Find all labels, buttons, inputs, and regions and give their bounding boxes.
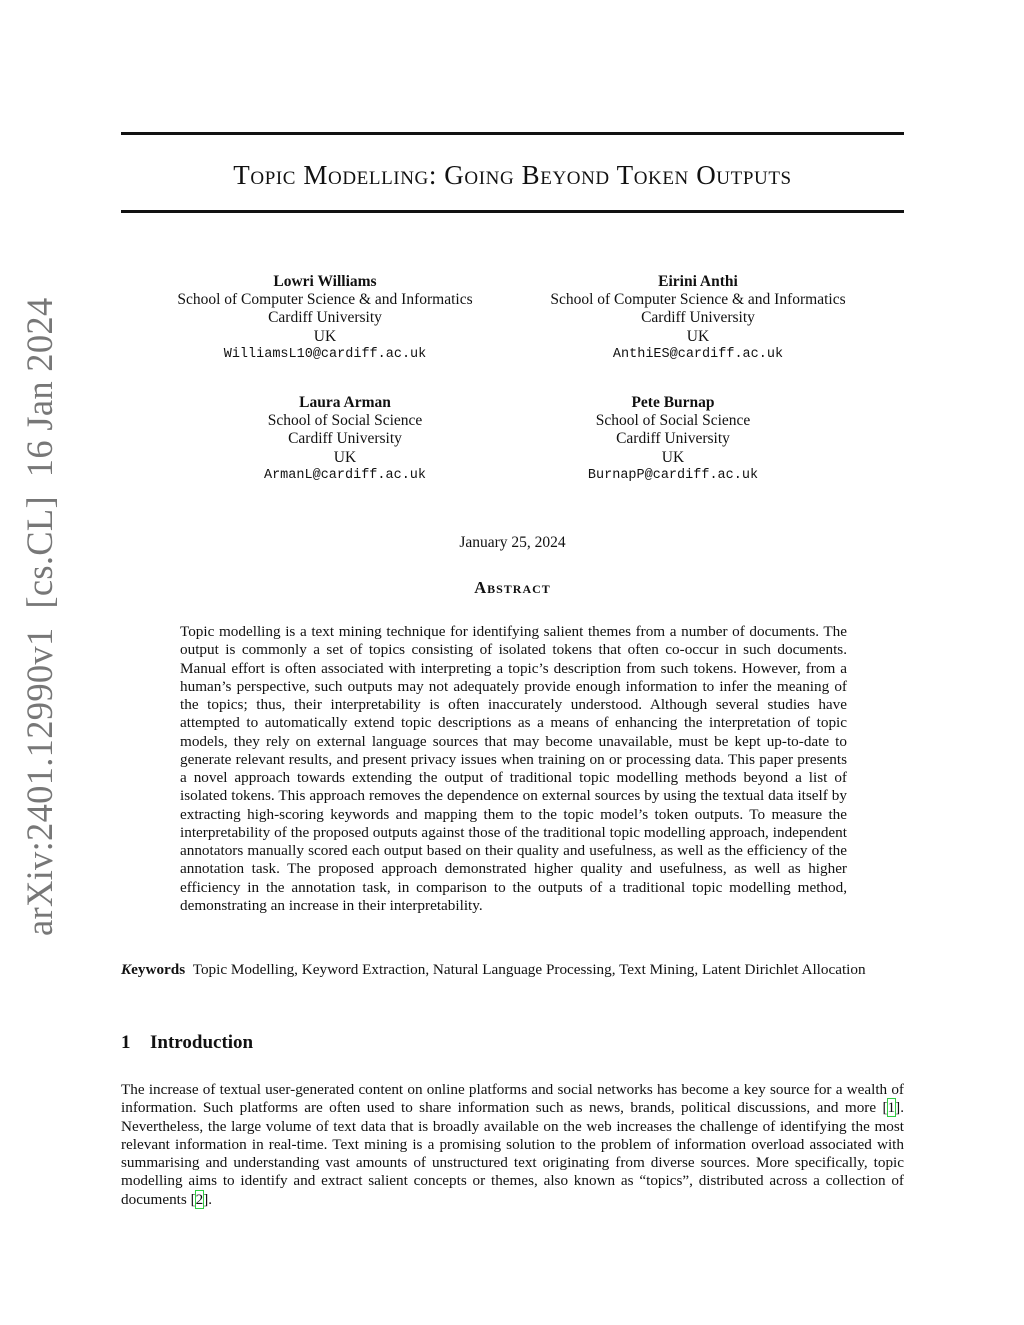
keywords-text: Topic Modelling, Keyword Extraction, Natural Language Processing, Text Mining, Latent Dirichlet Allocation — [192, 961, 866, 978]
author-affiliation: School of Computer Science & and Informatics — [177, 291, 473, 309]
author-country: UK — [333, 448, 357, 466]
author-country: UK — [686, 327, 710, 345]
title-rule-bottom — [121, 210, 904, 213]
citation-link[interactable]: 2 — [195, 1190, 204, 1208]
section-heading — [121, 1032, 253, 1054]
arxiv-identifier: arXiv:2401.12990v1 [cs.CL] 16 Jan 2024 — [19, 297, 60, 936]
author-block — [528, 273, 868, 364]
author-institution: Cardiff University — [616, 430, 730, 448]
author-affiliation: School of Social Science — [595, 412, 751, 430]
author-block — [175, 394, 515, 485]
author-name: Lowri Williams — [273, 273, 377, 290]
section-title: Introduction — [150, 1032, 254, 1053]
author-country: UK — [661, 448, 685, 466]
author-affiliation: School of Computer Science & and Informatics — [550, 291, 846, 309]
citation-link[interactable]: 1 — [887, 1099, 896, 1117]
author-country: UK — [313, 327, 337, 345]
author-institution: Cardiff University — [288, 430, 402, 448]
author-name: Eirini Anthi — [658, 273, 738, 290]
author-email[interactable]: BurnapP@cardiff.ac.uk — [587, 467, 759, 483]
author-email[interactable]: WilliamsL10@cardiff.ac.uk — [223, 346, 427, 362]
author-affiliation: School of Social Science — [267, 412, 423, 430]
author-institution: Cardiff University — [641, 309, 755, 327]
keywords-line — [121, 961, 904, 979]
section-number: 1 — [121, 1032, 131, 1053]
author-institution: Cardiff University — [268, 309, 382, 327]
abstract-text: Topic modelling is a text mining technique for identifying salient themes from a number of documents. The output is commonly a set of topics consisting of isolated tokens that often co-occur in such documents. Manual effort is often associated with interpreting a topic’s description from such tokens. However, from a human’s perspective, such outputs may not adequately provide enough information to infer the meaning of the topics; thus, their interpretability is often inaccurately understood. Although several studies have attempted to automatically extend topic descriptions as a means of enhancing the interpretation of topic models, they rely on external language sources that may become unavailable, must be kept up-to-date to generate relevant results, and present privacy issues when training on or processing data. This paper presents a novel approach towards extending the output of traditional topic modelling methods beyond a list of isolated tokens. This approach removes the dependence on external sources by using the textual data itself by extracting high-scoring keywords and mapping them to the topic model’s token outputs. To measure the interpretability of the proposed outputs against those of the traditional topic modelling approach, independent annotators manually scored each output based on their quality and usefulness, as well as the efficiency of the annotation task. The proposed approach demonstrated higher quality and usefulness, as well as higher efficiency in the annotation task, in comparison to the outputs of a traditional topic modelling method, demonstrating an increase in their interpretability. — [180, 623, 847, 914]
paper-date: January 25, 2024 — [459, 534, 566, 551]
author-block — [503, 394, 843, 485]
author-name: Laura Arman — [299, 394, 391, 411]
author-email[interactable]: ArmanL@cardiff.ac.uk — [263, 467, 427, 483]
keywords-label: Keywords — [121, 961, 186, 978]
title-rule-top — [121, 132, 904, 135]
author-name: Pete Burnap — [631, 394, 715, 411]
author-email[interactable]: AnthiES@cardiff.ac.uk — [612, 346, 784, 362]
paper-title: Topic Modelling: Going Beyond Token Outputs — [233, 160, 792, 190]
author-block — [155, 273, 495, 364]
intro-paragraph: The increase of textual user-generated content on online platforms and social networks has become a key source for a wealth of information. Such platforms are often used to share information such as news, brands, political discussions, and more [1]. Nevertheless, the large volume of text data that is broadly available on the web increases the challenge of identifying the most relevant information in real-time. Text mining is a promising solution to the problem of information overload associated with summarising and understanding vast amounts of unstructured text originating from diverse sources. More specifically, topic modelling aims to identify and extract salient concepts or themes, also known as “topics”, distributed across a collection of documents [2]. — [121, 1081, 904, 1208]
abstract-heading: Abstract — [474, 578, 551, 597]
